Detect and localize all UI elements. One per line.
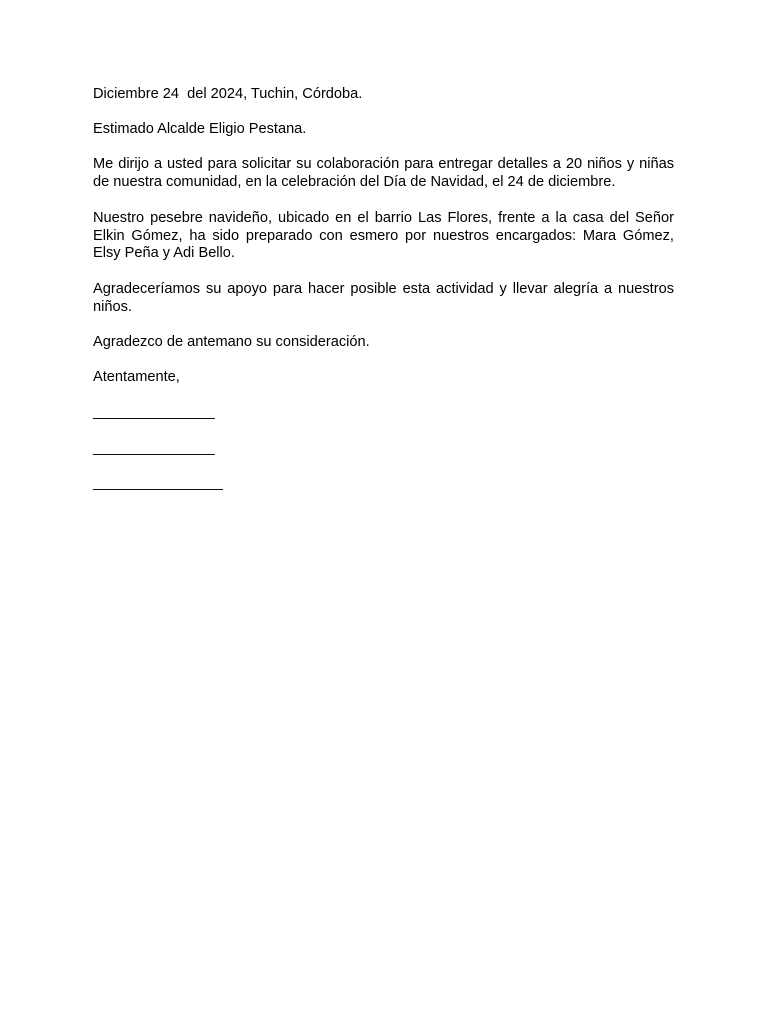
closing: Atentamente, [93, 369, 180, 385]
paragraph-request: Me dirijo a usted para solicitar su colaboración para entregar detalles a 20 niños y niñas de nuestra comunidad, en la celebración del Día de Navidad, el 24 de diciembre. [93, 156, 679, 190]
paragraph-thanks: Agradezco de antemano su consideración. [93, 334, 370, 350]
signature-line: ________________ [93, 475, 223, 491]
signature-line: _______________ [93, 404, 215, 420]
paragraph-pesebre: Nuestro pesebre navideño, ubicado en el barrio Las Flores, frente a la casa del Señor Elkin Gómez, ha sido preparado con esmero por nuestros encargados: Mara Gómez, Elsy Peña y Adi Bello. [93, 210, 679, 262]
date-line: Diciembre 24 del 2024, Tuchin, Córdoba. [93, 86, 363, 102]
paragraph-support: Agradeceríamos su apoyo para hacer posible esta actividad y llevar alegría a nuestros niños. [93, 281, 679, 315]
salutation: Estimado Alcalde Eligio Pestana. [93, 121, 307, 137]
signature-line: _______________ [93, 440, 215, 456]
